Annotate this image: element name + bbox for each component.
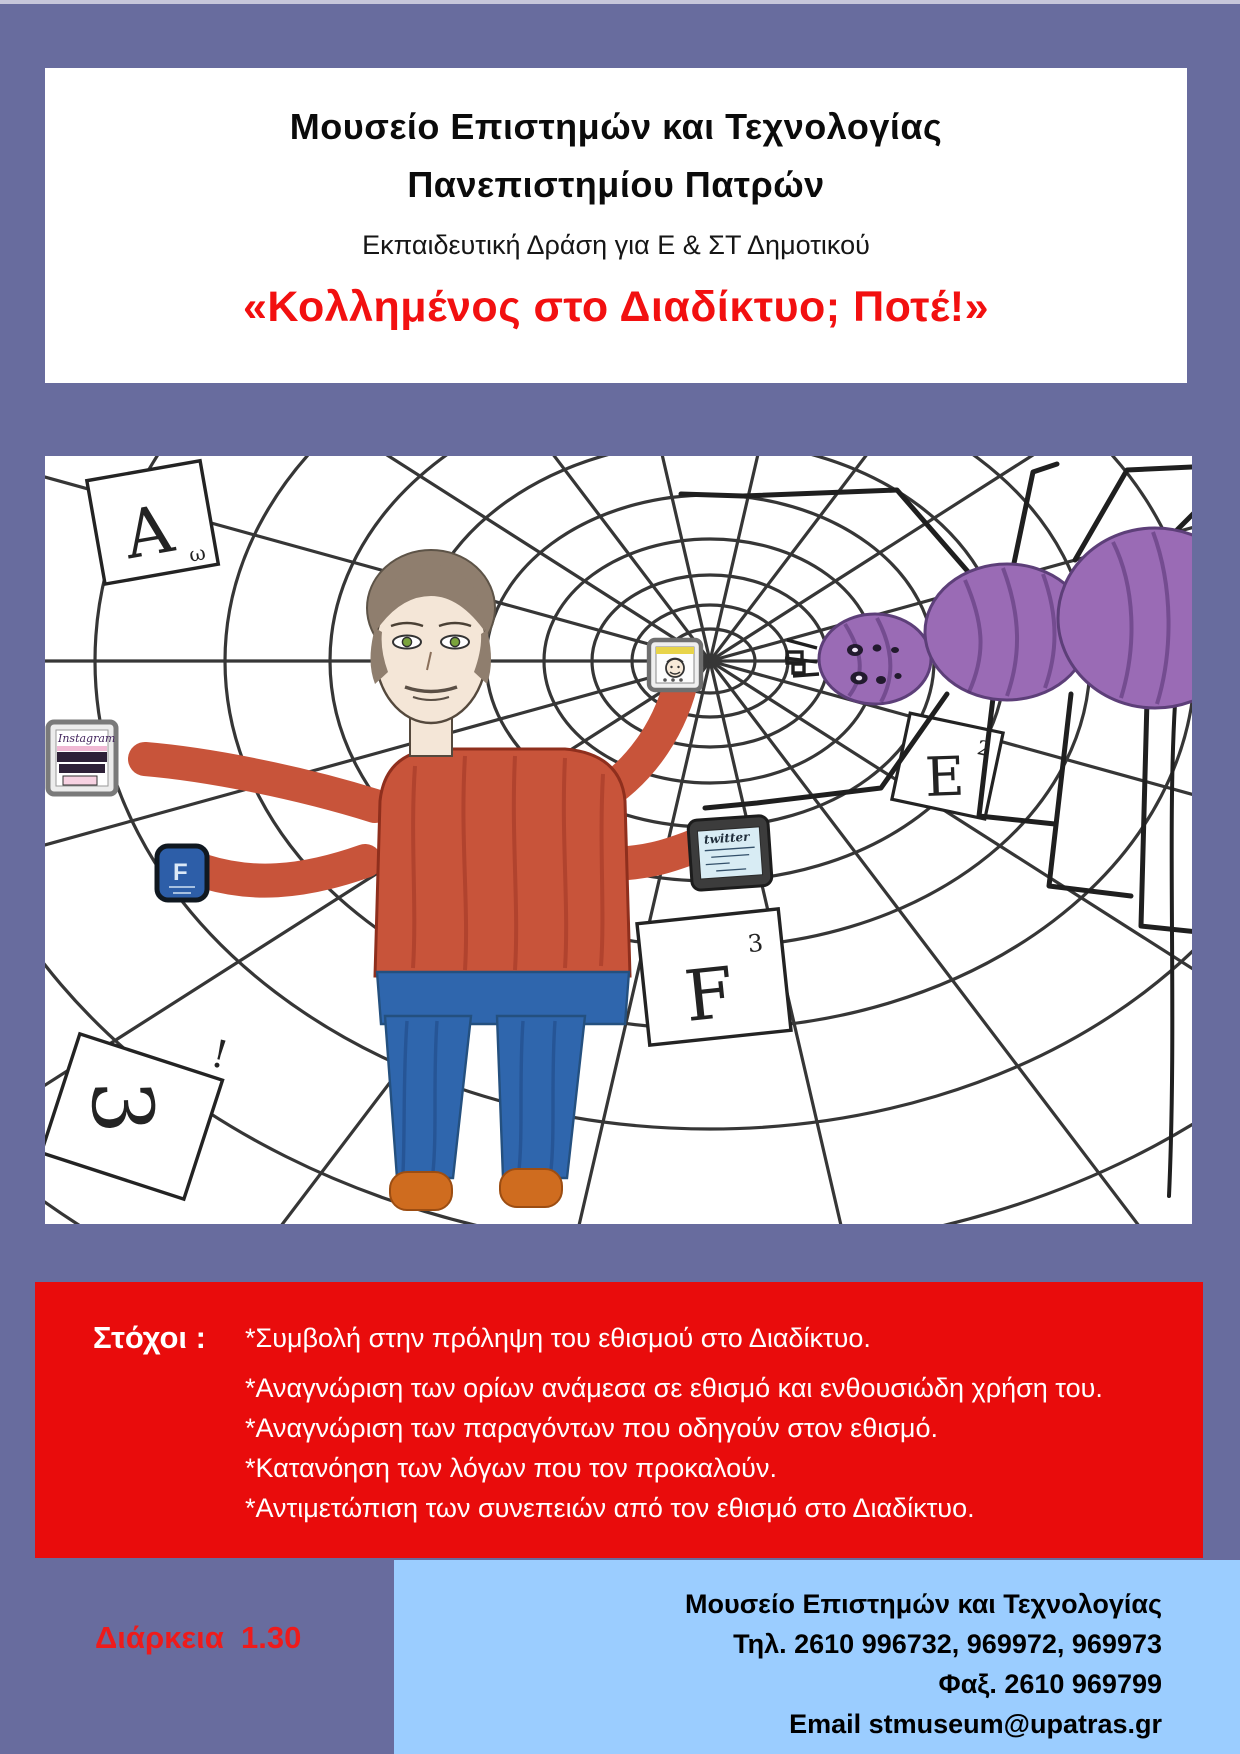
svg-text:3: 3	[746, 928, 765, 959]
skype-phone	[649, 640, 701, 690]
top-edge-strip	[0, 0, 1240, 4]
svg-text:!: !	[207, 1031, 233, 1078]
objective-item: *Αντιμετώπιση των συνεπειών από τον εθισμό στο Διαδίκτυο.	[245, 1493, 975, 1523]
header-box	[45, 68, 1187, 383]
objective-item: *Αναγνώριση των ορίων ανάμεσα σε εθισμό και ενθουσιώδη χρήση του.	[245, 1373, 1103, 1403]
svg-text:twitter: twitter	[703, 829, 750, 847]
activity-slogan: «Κολλημένος στο Διαδίκτυο; Ποτέ!»	[242, 283, 990, 331]
contact-org: Μουσείο Επιστημών και Τεχνολογίας	[685, 1589, 1162, 1619]
twitter-tablet	[688, 815, 773, 890]
svg-text:F: F	[173, 859, 188, 886]
svg-text:A: A	[118, 490, 179, 575]
instagram-phone	[48, 722, 116, 794]
paper-note-f	[637, 909, 791, 1045]
contact-phone: Τηλ. 2610 996732, 969972, 969973	[733, 1629, 1162, 1659]
contact-email: Email stmuseum@upatras.gr	[789, 1709, 1162, 1739]
objectives-panel	[35, 1282, 1203, 1558]
spider-head	[819, 614, 931, 704]
facebook-device	[157, 846, 207, 900]
paper-note-a	[87, 461, 218, 584]
svg-text:E: E	[923, 744, 966, 809]
svg-text:Instagram: Instagram	[58, 732, 116, 745]
svg-text:2: 2	[975, 735, 993, 762]
paper-note-3	[45, 1031, 232, 1199]
child-drawing-panel	[45, 456, 1192, 1224]
contact-fax: Φαξ. 2610 969799	[938, 1669, 1162, 1699]
spider-web-drawing	[45, 456, 1192, 1224]
spider-mouthparts	[785, 640, 819, 676]
objectives-list	[245, 1318, 1103, 1528]
objective-item: *Αναγνώριση των παραγόντων που οδηγούν στον εθισμό.	[245, 1413, 938, 1443]
contact-panel	[394, 1560, 1240, 1754]
svg-text:F: F	[680, 951, 738, 1038]
svg-text:ω: ω	[187, 540, 208, 567]
duration-label: Διάρκεια 1.30	[95, 1620, 302, 1655]
shoe-left	[390, 1172, 452, 1210]
objective-item: *Συμβολή στην πρόληψη του εθισμού στο Διαδίκτυο.	[245, 1323, 871, 1353]
objectives-heading: Στόχοι :	[93, 1320, 206, 1355]
museum-title-line1: Μουσείο Επιστημών και Τεχνολογίας	[289, 106, 943, 147]
person-figure	[145, 550, 695, 1210]
museum-title-line2: Πανεπιστημίου Πατρών	[407, 164, 825, 205]
svg-text:3: 3	[72, 1078, 172, 1136]
objective-item: *Κατανόηση των λόγων που τον προκαλούν.	[245, 1453, 777, 1483]
activity-subtitle: Εκπαιδευτική Δράση για Ε & ΣΤ Δημοτικού	[362, 230, 870, 260]
shoe-right	[500, 1169, 562, 1207]
arm-lower-left	[203, 861, 365, 881]
jeans	[377, 972, 629, 1178]
